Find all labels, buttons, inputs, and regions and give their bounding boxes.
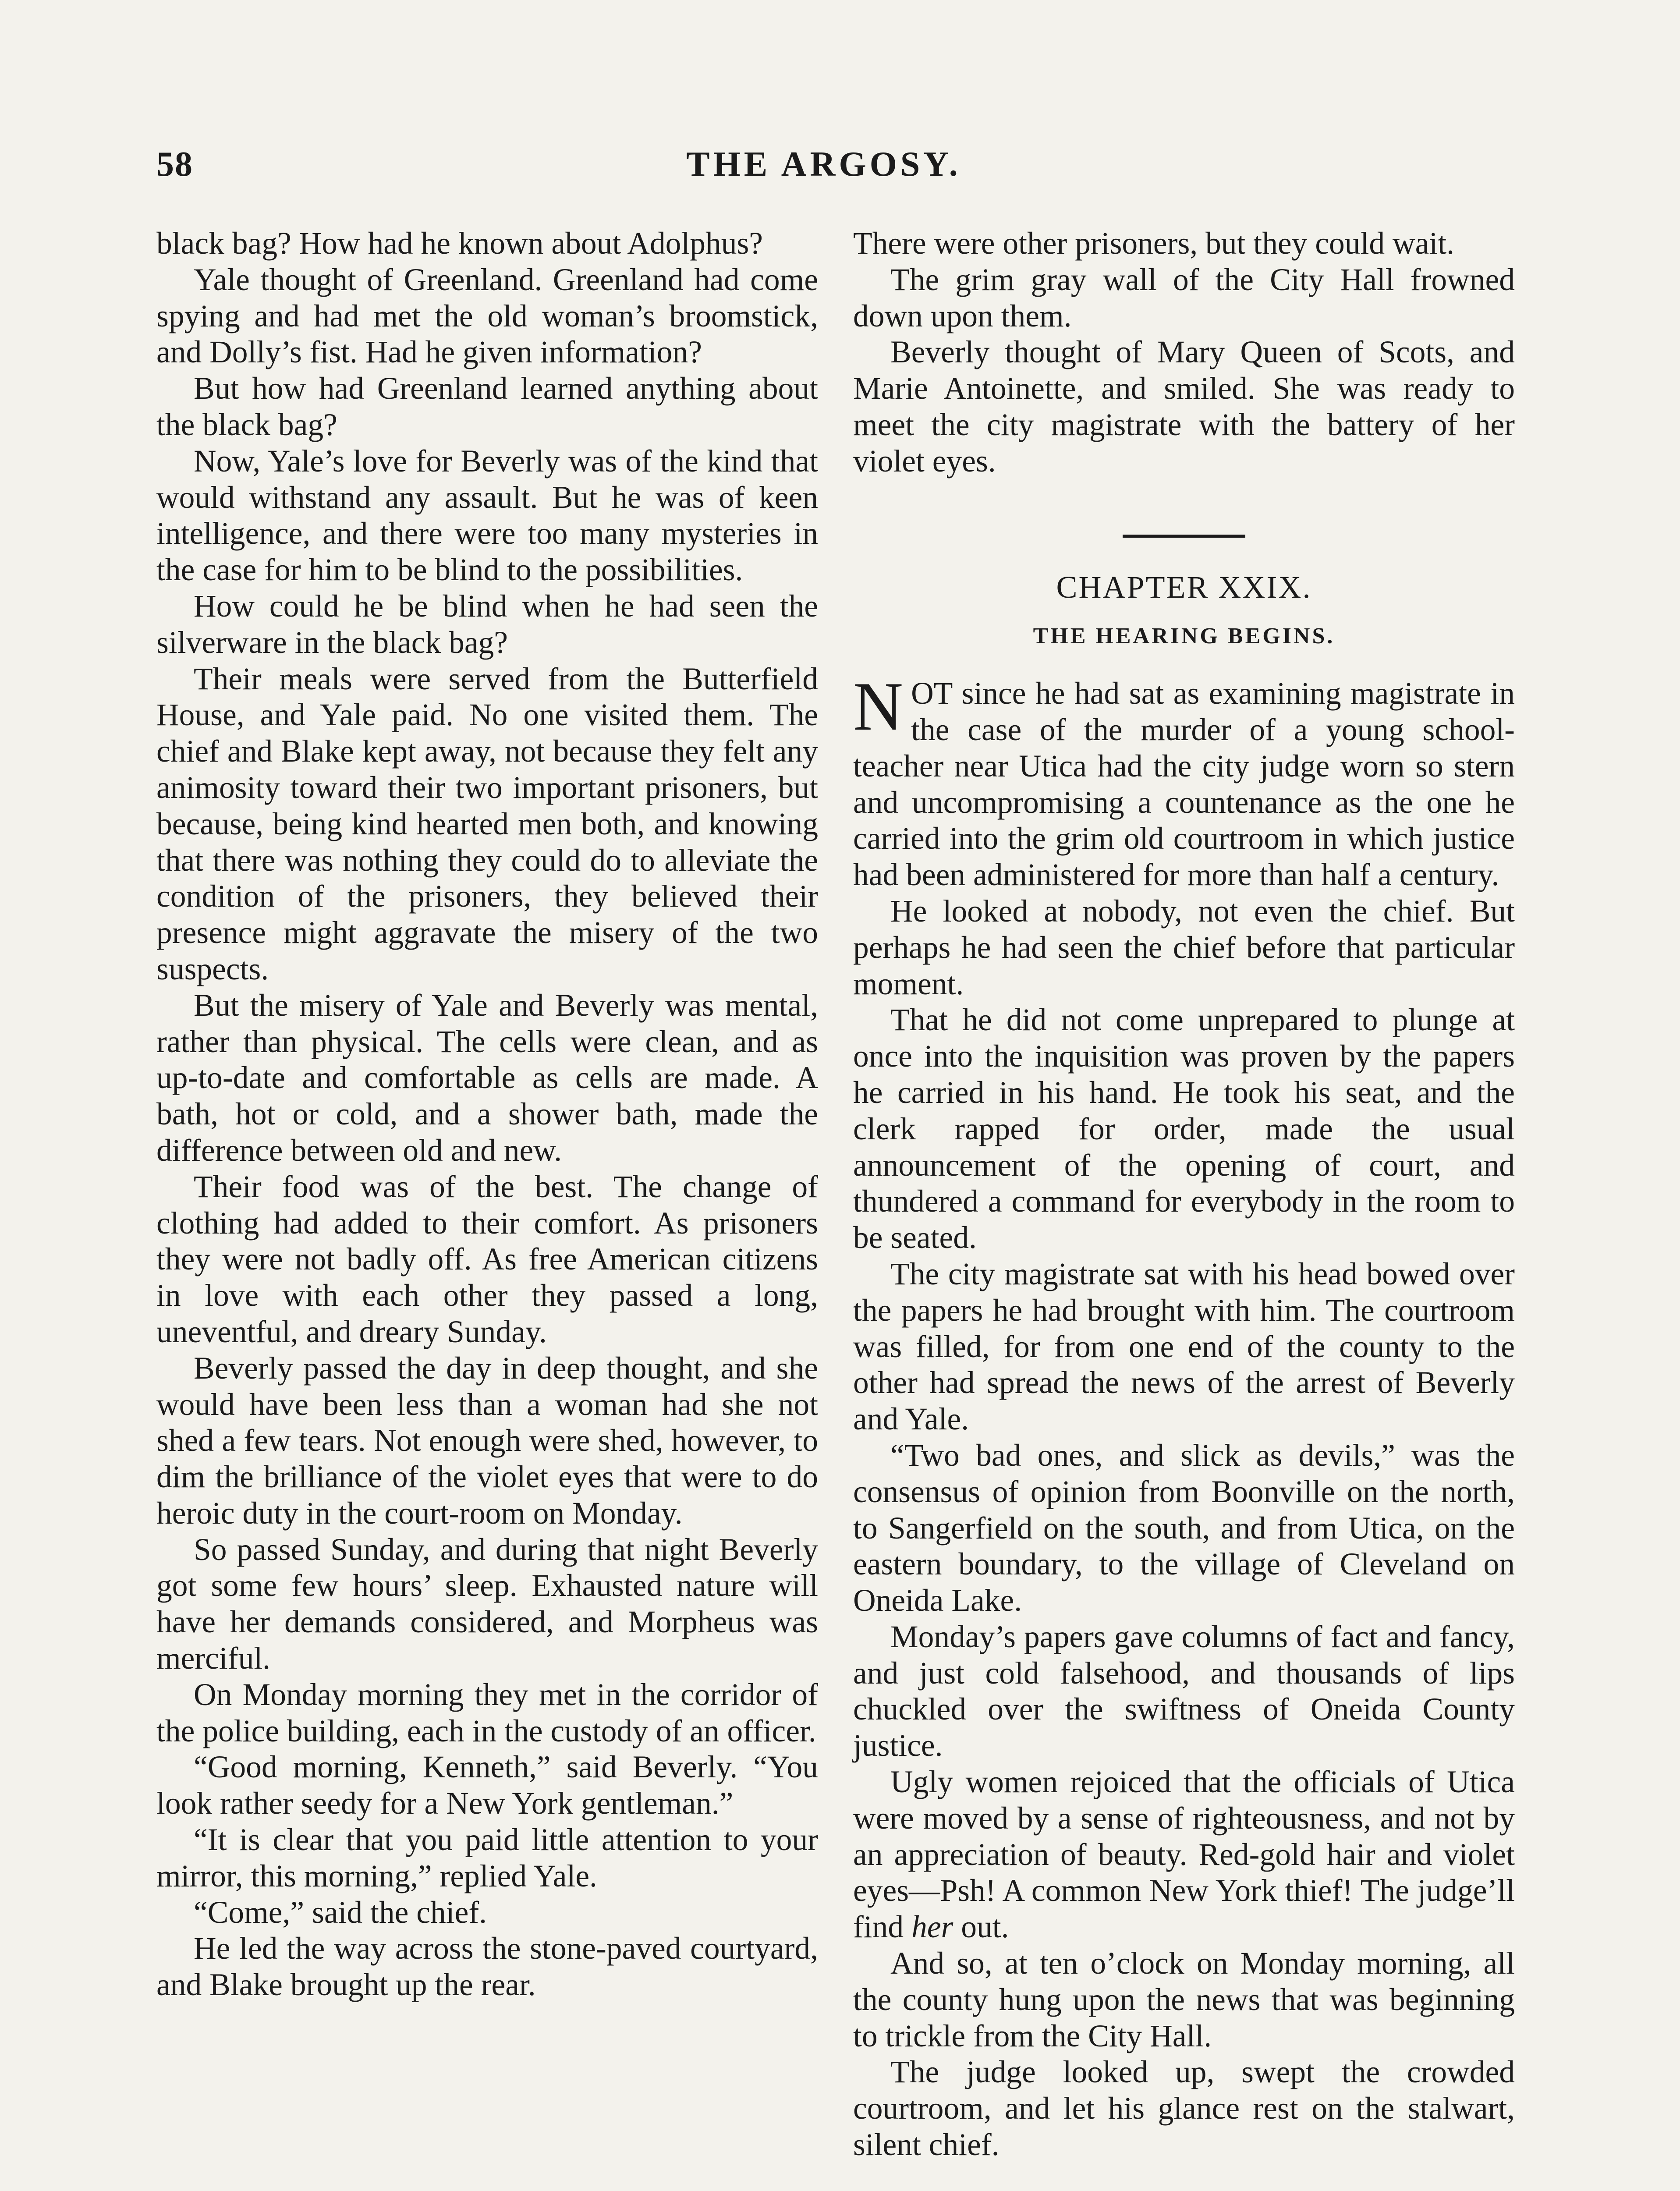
chapter-heading: CHAPTER XXIX. (1056, 569, 1312, 605)
paragraph: black bag? How had he known about Adolphus? (156, 226, 763, 261)
paragraph: But how had Greenland learned anything about the black bag? (156, 371, 818, 442)
text-run: Ugly women rejoiced that the officials of Utica were moved by a sense of righteousness, and not by an appreciation of beauty. Red-gold hair and violet eyes—Psh! A common New York thief! The judge’ll find (853, 1765, 1515, 1945)
paragraph: The grim gray wall of the City Hall frowned down upon them. (853, 262, 1515, 333)
paragraph: “Two bad ones, and slick as devils,” was the consensus of opinion from Boonville on the north, to Sangerfield on the south, and from Utica, on the eastern boundary, to the village of Cleveland on Oneida Lake. (853, 1438, 1515, 1618)
section-divider (1123, 535, 1245, 538)
paragraph: And so, at ten o’clock on Monday morning, all the county hung upon the news that was beginning to trickle from the City Hall. (853, 1946, 1515, 2053)
paragraph: Now, Yale’s love for Beverly was of the kind that would withstand any assault. But he was of keen intelligence, and there were too many mysteries in the case for him to be blind to the possibilities. (156, 443, 818, 588)
paragraph: Their food was of the best. The change of clothing had added to their comfort. As prisoners they were not badly off. As free American citizens in love with each other they passed a long, uneventful, and dreary Sunday. (156, 1169, 818, 1349)
paragraph: “It is clear that you paid little attention to your mirror, this morning,” replied Yale. (156, 1822, 818, 1893)
paragraph: “Come,” said the chief. (194, 1895, 487, 1930)
drop-cap: N (853, 668, 904, 745)
paragraph: He led the way across the stone-paved courtyard, and Blake brought up the rear. (156, 1931, 818, 2003)
paragraph: So passed Sunday, and during that night Beverly got some few hours’ sleep. Exhausted nature will have her demands considered, and Morpheus was merciful. (156, 1532, 818, 1676)
paragraph: There were other prisoners, but they could wait. (853, 226, 1454, 261)
page-number: 58 (156, 145, 193, 184)
paragraph: Yale thought of Greenland. Greenland had come spying and had met the old woman’s broomstick, and Dolly’s fist. Had he given information? (156, 262, 818, 370)
right-column (853, 226, 1515, 2163)
paragraph (853, 1764, 1515, 1946)
paragraph: He looked at nobody, not even the chief. But perhaps he had seen the chief before that particular moment. (853, 893, 1515, 1001)
opening-text: OT since he had sat as examining magistrate in the case of the murder of a young school-teacher near Utica had the city judge worn so stern and uncompromising a countenance as the one he carried into the grim old courtroom in which justice had been administered for more than half a century. (853, 676, 1515, 893)
paragraph: But the misery of Yale and Beverly was mental, rather than physical. The cells were clean, and as up-to-date and comfortable as cells are made. A bath, hot or cold, and a shower bath, made the difference between old and new. (156, 988, 818, 1168)
paragraph: Their meals were served from the Butterfield House, and Yale paid. No one visited them. The chief and Blake kept away, not because they felt any animosity toward their two important prisoners, but because, being kind hearted men both, and knowing that there was nothing they could do to alleviate the condition of the prisoners, they believed their presence might aggravate the misery of the two suspects. (156, 661, 818, 986)
paragraph: On Monday morning they met in the corridor of the police building, each in the custody of an officer. (156, 1677, 818, 1748)
paragraph: Monday’s papers gave columns of fact and fancy, and just cold falsehood, and thousands of lips chuckled over the swiftness of Oneida County justice. (853, 1619, 1515, 1763)
paragraph: Beverly passed the day in deep thought, and she would have been less than a woman had she not shed a few tears. Not enough were shed, however, to dim the brilliance of the violet eyes that were to do heroic duty in the court-room on Monday. (156, 1351, 818, 1531)
text-run: out. (953, 1910, 1009, 1945)
running-header (0, 145, 1680, 193)
paragraph: That he did not come unprepared to plunge at once into the inquisition was proven by the papers he carried in his hand. He took his seat, and the clerk rapped for order, made the usual announcement of the opening of court, and thundered a command for everybody in the room to be seated. (853, 1003, 1515, 1255)
paragraph: The city magistrate sat with his head bowed over the papers he had brought with him. The courtroom was filled, for from one end of the county to the other had spread the news of the arrest of Beverly and Yale. (853, 1256, 1515, 1437)
paragraph: Beverly thought of Mary Queen of Scots, and Marie Antoinette, and smiled. She was ready to meet the city magistrate with the battery of her violet eyes. (853, 335, 1515, 479)
left-column (156, 226, 818, 2003)
paragraph: How could he be blind when he had seen the silverware in the black bag? (156, 589, 818, 660)
paragraph: “Good morning, Kenneth,” said Beverly. “You look rather seedy for a New York gentleman.” (156, 1750, 818, 1821)
chapter-subheading: THE HEARING BEGINS. (1033, 624, 1335, 649)
running-title: THE ARGOSY. (686, 145, 961, 184)
chapter-opening-paragraph (853, 668, 1515, 893)
paragraph: The judge looked up, swept the crowded courtroom, and let his glance rest on the stalwart, silent chief. (853, 2055, 1515, 2163)
emphasis: her (911, 1910, 953, 1945)
